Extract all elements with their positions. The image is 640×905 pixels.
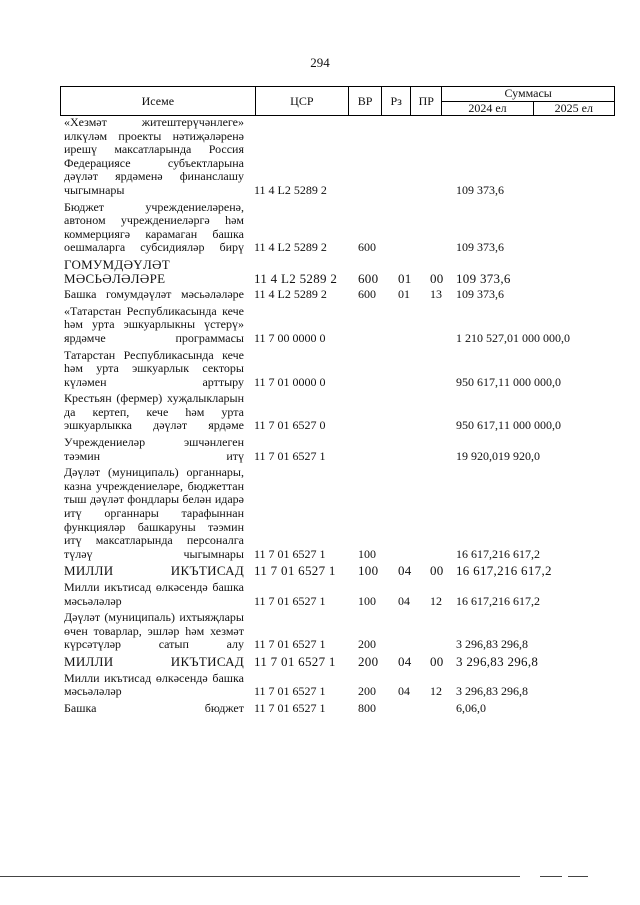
column-header-name: Исеме (61, 87, 256, 116)
cell-name: Крестьян (фермер) хуҗалыкларын да кертеп, кече һәм урта эшкуарлыкка дәүләт ярдәме (64, 391, 244, 433)
cell-vr: 800 (358, 700, 376, 715)
cell-name: «Татарстан Республикасында кече һәм урта эшкуарлыкны үстерү» ярдәмче программасы (64, 303, 244, 345)
cell-csr: 11 7 01 6527 1 (254, 637, 326, 652)
cell-y2024: 109 373,6 (456, 270, 511, 286)
cell-vr: 200 (358, 684, 376, 699)
table-row (64, 702, 610, 716)
cell-csr: 11 7 01 6527 1 (254, 563, 336, 579)
cell-y2025: 6,0 (471, 700, 486, 715)
cell-csr: 11 7 01 6527 1 (254, 448, 326, 463)
footer-divider (0, 876, 520, 877)
cell-rz: 04 (398, 653, 412, 669)
cell-y2024: 16 617,2 (456, 593, 498, 608)
cell-name: Дәүләт (муниципаль) органнары, казна учреждениеләре, бюджеттан тыш дәүләт фондлары белән идарә итү органнары тарафыннан функцияләр башкаруны тәэмин итү максатларында персоналга түләү чыгымнары (64, 465, 244, 561)
table-row (64, 288, 610, 302)
cell-y2024: 3 296,8 (456, 684, 492, 699)
cell-y2024: 109 373,6 (456, 240, 504, 255)
cell-name: Учреждениеләр эшчәнлеген тәэмин итү (64, 435, 244, 463)
column-header-2024: 2024 ел (442, 101, 533, 116)
cell-y2025: 3 296,8 (492, 637, 528, 652)
table-row (64, 581, 610, 608)
cell-vr: 600 (358, 270, 379, 286)
cell-name: ГОМУМДӘҮЛӘТ МӘСЬӘЛӘЛӘРЕ (64, 256, 170, 286)
cell-csr: 11 7 01 0000 0 (254, 374, 326, 389)
cell-vr: 200 (358, 653, 379, 669)
cell-csr: 11 7 01 6527 1 (254, 684, 326, 699)
cell-vr: 100 (358, 563, 379, 579)
cell-y2024: 6,0 (456, 700, 471, 715)
cell-pr: 00 (430, 270, 444, 286)
cell-csr: 11 7 01 6527 1 (254, 546, 326, 561)
cell-name: Башка гомумдәүләт мәсьәләләре (64, 287, 244, 302)
cell-y2025: 1 000 000,0 (504, 374, 561, 389)
cell-y2024: 950 617,1 (456, 374, 504, 389)
cell-y2024: 950 617,1 (456, 418, 504, 433)
footer-divider-mark (568, 876, 588, 877)
cell-vr: 100 (358, 546, 376, 561)
table-row (64, 655, 610, 669)
cell-pr: 12 (430, 593, 442, 608)
cell-name: Дәүләт (муниципаль) ихтыяҗлары өчен товарлар, эшләр һәм хезмәт күрсәтүләр сатып алу (64, 610, 244, 652)
cell-rz: 04 (398, 593, 410, 608)
cell-vr: 200 (358, 637, 376, 652)
cell-csr: 11 7 01 6527 1 (254, 653, 336, 669)
table-row (64, 564, 610, 578)
column-header-rz: Рз (382, 87, 411, 116)
cell-name: Башка бюджет (64, 700, 244, 715)
cell-name: Бюджет учреждениеләренә, автоном учреждениеләргә һәм коммерциягә карамаган башка оешмаларга субсидияләр бирү (64, 199, 244, 255)
cell-y2025: 16 617,2 (498, 593, 540, 608)
cell-y2024: 3 296,8 (456, 637, 492, 652)
cell-vr: 600 (358, 287, 376, 302)
table-row (64, 436, 610, 463)
cell-y2025: 19 920,0 (498, 448, 540, 463)
cell-name: МИЛЛИ ИКЪТИСАД (64, 563, 244, 579)
cell-name: МИЛЛИ ИКЪТИСАД (64, 653, 244, 669)
column-header-pr: ПР (411, 87, 442, 116)
cell-y2025: 1 000 000,0 (504, 418, 561, 433)
cell-pr: 00 (430, 563, 444, 579)
cell-pr: 12 (430, 684, 442, 699)
footer-divider-mark (540, 876, 562, 877)
cell-csr: 11 7 00 0000 0 (254, 330, 326, 345)
cell-csr: 11 4 L2 5289 2 (254, 287, 327, 302)
column-header-vr: ВР (349, 87, 382, 116)
cell-rz: 01 (398, 270, 412, 286)
cell-vr: 600 (358, 240, 376, 255)
column-header-2025: 2025 ел (533, 101, 614, 116)
cell-csr: 11 7 01 6527 0 (254, 418, 326, 433)
table-row (64, 611, 610, 652)
cell-name: Милли икътисад өлкәсендә башка мәсьәләләр (64, 670, 244, 699)
table-row (64, 349, 610, 390)
table-body (64, 116, 610, 718)
cell-y2024: 19 920,0 (456, 448, 498, 463)
table-row (64, 258, 610, 285)
cell-rz: 01 (398, 287, 410, 302)
cell-y2024: 1 210 527,0 (456, 330, 513, 345)
cell-y2025: 16 617,2 (498, 546, 540, 561)
cell-csr: 11 7 01 6527 1 (254, 700, 326, 715)
cell-name: Милли икътисад өлкәсендә башка мәсьәләләр (64, 580, 244, 608)
cell-csr: 11 4 L2 5289 2 (254, 270, 338, 286)
cell-y2024: 109 373,6 (456, 287, 504, 302)
table-header (60, 86, 615, 116)
cell-csr: 11 4 L2 5289 2 (254, 182, 327, 197)
table-row (64, 466, 610, 561)
cell-y2024: 109 373,6 (456, 182, 504, 197)
page-number: 294 (310, 55, 330, 70)
cell-y2025: 16 617,2 (503, 563, 552, 579)
table-row (64, 116, 610, 198)
cell-csr: 11 4 L2 5289 2 (254, 240, 327, 255)
table-row (64, 305, 610, 346)
cell-name: Татарстан Республикасында кече һәм урта эшкуарлык секторы күләмен арттыру (64, 347, 244, 389)
cell-y2025: 1 000 000,0 (513, 330, 570, 345)
table-row (64, 672, 610, 699)
column-header-sums: Суммасы (442, 87, 615, 102)
cell-rz: 04 (398, 684, 410, 699)
cell-y2025: 3 296,8 (497, 653, 539, 669)
cell-y2025: 3 296,8 (492, 684, 528, 699)
cell-pr: 00 (430, 653, 444, 669)
cell-name: «Хезмәт житештерүчәнлеге» илкүләм проекты нәтиҗәләренә ирешү максатларында Россия Федерациясе субъектларына дәүләт ярдәменә финанслашу чыгымнары (64, 115, 244, 197)
cell-y2024: 3 296,8 (456, 653, 498, 669)
column-header-csr: ЦСР (255, 87, 348, 116)
table-row (64, 392, 610, 433)
cell-rz: 04 (398, 563, 412, 579)
cell-csr: 11 7 01 6527 1 (254, 593, 326, 608)
cell-vr: 100 (358, 593, 376, 608)
cell-pr: 13 (430, 287, 442, 302)
cell-y2024: 16 617,2 (456, 546, 498, 561)
cell-y2024: 16 617,2 (456, 563, 504, 579)
table-row (64, 201, 610, 255)
